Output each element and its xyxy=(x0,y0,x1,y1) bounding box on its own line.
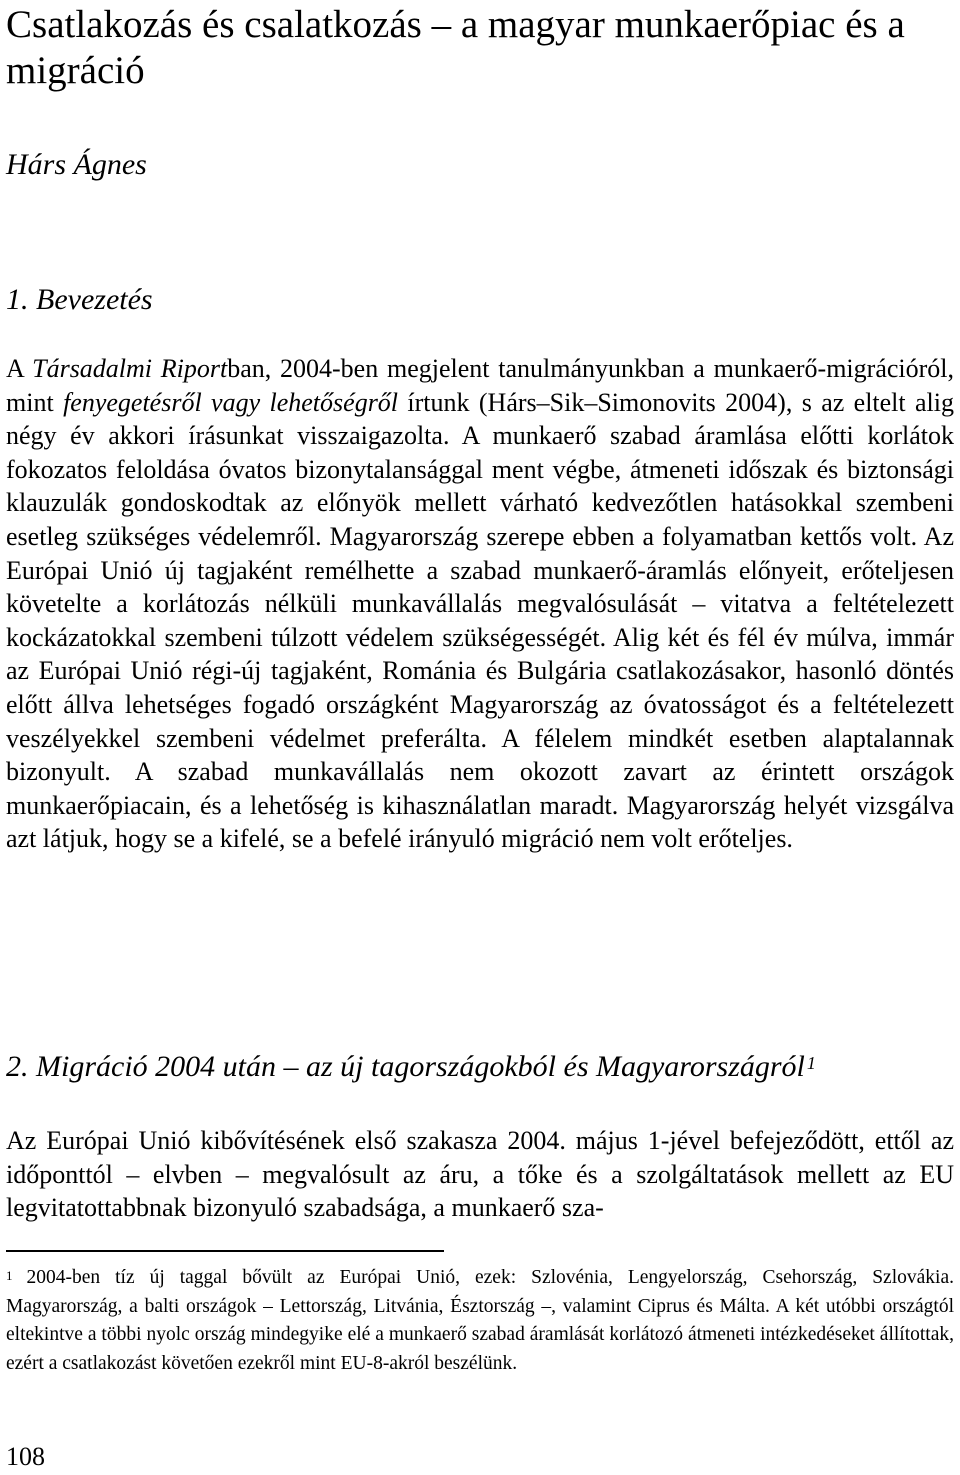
footnote-divider xyxy=(6,1250,444,1252)
section-heading-migration xyxy=(6,1047,816,1087)
intro-italic-threat: fenyegetésről vagy lehetőségről xyxy=(63,387,399,417)
introduction-paragraph xyxy=(6,352,954,856)
intro-text-2: ban, 2004-ben megjelent tanulmányunkban a munkaerő-migrációról, mint xyxy=(6,354,955,417)
intro-text-3: írtunk (Hárs–Sik–Simonovits 2004), s az eltelt alig négy év akkori írásunkat visszaigazolta. A munkaerő szabad áramlása előtti korlátok fokozatos feloldása óvatos bizonytalansággal ment végbe, átmeneti időszak és biztonsági klauzulák gondoskodtak az előnyök mellett várható kedvezőtlen hatásokkal szembeni esetleg szükséges védelemről. Magyarország szerepe ebben a folyamatban kettős volt. Az Európai Unió új tagjaként remélhette a szabad munkaerő-áramlás előnyeit, erőteljesen követelte a korlátozás nélküli munkavállalás megvalósulását – vitatva a feltételezett kockázatokkal szembeni túlzott védelem szükségességét. Alig két és fél év múlva, immár az Európai Unió régi-új tagjaként, Románia és Bulgária csatlakozásakor, hasonló döntés előtt állva lehetséges fogadó országként Magyarország az óvatosságot és a feltételezett veszélyekkel szembeni védelmet preferálta. A félelem mindkét esetben alaptalannak bizonyult. A szabad munkavállalás nem okozott zavart az érintett országok munkaerőpiacain, és a lehetőség is kihasználatlan maradt. Magyarország helyét vizsgálva azt látjuk, hogy se a kifelé, se a befelé irányuló migráció nem volt erőteljes. xyxy=(6,387,954,854)
migration-paragraph: Az Európai Unió kibővítésének első szakasza 2004. május 1-jével befejeződött, ettől az időponttól – elvben – megvalósult az áru, a tőke és a szolgáltatások mellett az EU legvitatottabbnak bizonyuló szabadsága, a munkaerő sza- xyxy=(6,1126,954,1223)
footnote-reference[interactable]: 1 xyxy=(806,1053,816,1073)
article-title: Csatlakozás és csalatkozás – a magyar munkaerőpiac és a migráció xyxy=(6,3,905,92)
author-name: Hárs Ágnes xyxy=(6,148,147,181)
section-heading-introduction: 1. Bevezetés xyxy=(6,283,153,316)
footnote-number: 1 xyxy=(6,1268,13,1283)
page-number: 108 xyxy=(6,1442,45,1471)
intro-text-1: A xyxy=(6,354,33,383)
footnote xyxy=(6,1264,954,1378)
section-heading-migration-text: 2. Migráció 2004 után – az új tagországokból és Magyarországról xyxy=(6,1050,805,1083)
footnote-text: 2004-ben tíz új taggal bővült az Európai Unió, ezek: Szlovénia, Lengyelország, Csehország, Szlovákia. Magyarország, a balti országok – Lettország, Litvánia, Észtország –, valamint Ciprus és Málta. A két utóbbi országtól eltekintve a többi nyolc ország mindegyike elé a munkaerő szabad áramlását korlátozó átmeneti intézkedéseket állítottak, ezért a csatlakozást követően ezekről mint EU-8-akról beszélünk. xyxy=(6,1267,954,1374)
intro-italic-report: Társadalmi Riport xyxy=(32,354,228,383)
